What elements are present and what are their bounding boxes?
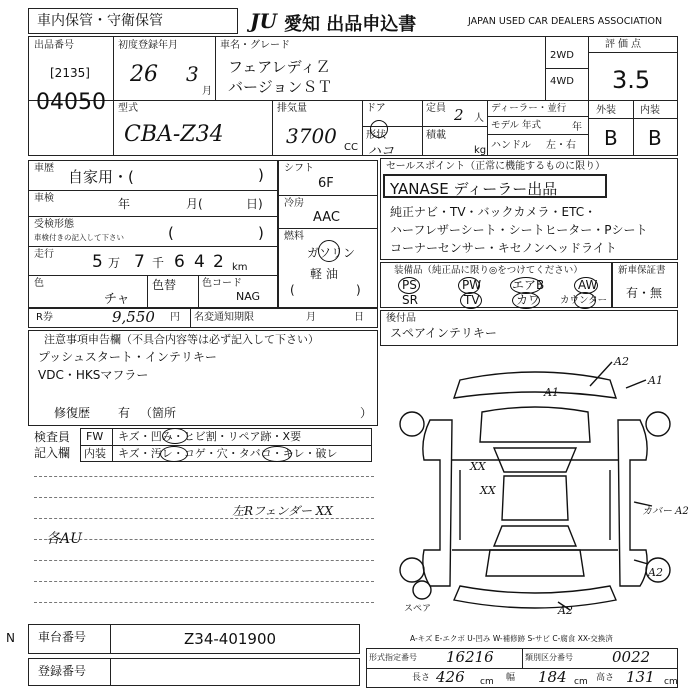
color-change-label: 色替: [152, 278, 177, 292]
shift-label: シフト: [284, 163, 314, 174]
inspection-month-unit: 月(: [186, 197, 203, 211]
mileage-u2: 千: [152, 256, 165, 270]
capacity-value: 2: [454, 106, 464, 124]
diagram-left-side: [423, 420, 452, 586]
color-value: チャ: [104, 292, 130, 307]
equipment-ps-circle: [398, 277, 420, 294]
diagram-mark-7: A2: [648, 566, 663, 579]
score-label: 評価点: [605, 39, 644, 50]
capacity-unit: 人: [474, 113, 484, 124]
notes-line-1: プッシュスタート・インテリキー: [38, 350, 217, 364]
mileage-d1: 5: [92, 252, 103, 272]
inspector-label-2: 記入欄: [34, 446, 71, 460]
mileage-d3: 6: [174, 252, 185, 272]
equipment-tv: TV: [464, 293, 480, 307]
exterior-label: 外装: [596, 105, 616, 116]
inspector-fw-label: FW: [86, 430, 104, 443]
color-code-label: 色コード: [202, 278, 242, 289]
diagram-mark-8: A2: [558, 604, 573, 617]
load-unit: kg: [474, 145, 487, 156]
handle-label: ハンドル: [491, 140, 531, 151]
mileage-d5: 2: [213, 252, 224, 272]
sales-point-1: YANASE ディーラー出品: [390, 180, 558, 198]
reg-number-label: 登録番号: [38, 664, 87, 678]
class-number-label: 類別区分番号: [525, 653, 573, 662]
accept-paren-close: ): [258, 224, 264, 242]
length-value: 426: [436, 668, 465, 686]
width-label: 幅: [506, 673, 516, 683]
inspection-label: 車検: [34, 193, 54, 204]
equipment-ps: PS: [402, 278, 417, 292]
tax-label: 名変通知期限: [194, 312, 254, 323]
equipment-label: 装備品（純正品に限り◎をつけてください）: [394, 265, 583, 276]
width-value: 184: [538, 668, 567, 686]
diagram-trunk: [486, 550, 584, 576]
door-label: ドア: [366, 103, 386, 114]
ju-logo: [250, 10, 277, 32]
fuel-gasoline-circle: [318, 240, 340, 262]
history-value: 自家用・(: [68, 168, 134, 186]
drive-4wd: 4WD: [550, 76, 574, 87]
recycle-value: 9,550: [112, 308, 155, 326]
capacity-label: 定員: [426, 103, 446, 114]
warranty-value: 有・無: [626, 286, 663, 300]
length-unit: cm: [480, 677, 494, 687]
storage-stamp-text: 車内保管・守衛保管: [37, 13, 163, 29]
equipment-pw: PW: [462, 278, 482, 292]
dealer-label: ディーラー・並行: [491, 103, 567, 114]
mileage-label: 走行: [34, 249, 54, 260]
class-number-value: 0022: [612, 648, 651, 666]
tax-day-unit: 日: [354, 312, 364, 323]
diagram-mark-4: XX: [470, 460, 486, 473]
model-year-label: モデル 年式: [491, 120, 542, 131]
door-shape-label: 形状: [366, 130, 386, 141]
model-label: 型式: [118, 103, 138, 114]
displacement-value: 3700: [286, 124, 337, 148]
diagram-rear-bumper: [454, 586, 616, 608]
lot-number: 04050: [36, 90, 106, 115]
fuel-label: 燃料: [284, 231, 304, 242]
shift-value: 6F: [318, 176, 334, 191]
car-diagram: [390, 350, 680, 630]
lot-label: 出品番号: [34, 40, 74, 51]
form-title: 愛知 出品申込書: [284, 14, 417, 35]
registration-month: 3: [186, 62, 199, 86]
inspector-in-items: キズ・汚レ・コゲ・穴・タバコ・キレ・破レ: [118, 447, 338, 460]
aftermarket-value: スペアインテリキー: [390, 326, 497, 340]
inspector-stain-circle: [160, 446, 188, 462]
diagram-mark-6: カバー A2: [642, 506, 689, 517]
width-unit: cm: [574, 677, 588, 687]
height-label: 高さ: [596, 673, 615, 683]
length-label: 長さ: [412, 673, 431, 683]
name-grade-label: 車名・グレード: [220, 40, 290, 51]
displacement-unit: CC: [344, 142, 358, 153]
margin-mark: N: [6, 631, 15, 645]
model-number-label: 形式指定番号: [369, 653, 417, 662]
damage-legend: A-キズ E-エクボ U-凹み W-補修跡 S-サビ C-腐食 XX-交換済: [410, 634, 613, 643]
repair-label: 修復歴: [54, 406, 91, 420]
accept-label: 受検形態: [34, 219, 74, 230]
warranty-label: 新車保証書: [618, 265, 666, 276]
repair-value: 有: [118, 406, 131, 420]
diagram-roof: [502, 476, 568, 520]
mileage-unit: km: [232, 262, 248, 273]
fuel-paren-close: ): [356, 283, 361, 297]
recycle-unit: 円: [170, 312, 180, 323]
fuel-diesel: 軽 油: [310, 267, 338, 281]
color-label: 色: [34, 278, 44, 289]
sales-point-2: 純正ナビ・TV・バックカメラ・ETC・: [390, 205, 597, 219]
model-year-unit: 年: [572, 122, 582, 133]
interior-value: B: [648, 126, 662, 150]
repair-close: ）: [360, 406, 373, 420]
handle-options: 左・右: [546, 140, 576, 151]
car-grade: バージョンＳＴ: [228, 78, 333, 96]
ju-logo-text: JU: [250, 9, 277, 33]
inspector-label-1: 検査員: [34, 430, 71, 444]
diagram-mark-2: A1: [544, 386, 559, 399]
history-label: 車歴: [34, 163, 54, 174]
diagram-wheel-fl: [400, 412, 424, 436]
color-code-value: NAG: [236, 290, 261, 303]
accept-note: 車検付きの記入して下さい: [34, 233, 124, 242]
height-value: 131: [626, 668, 655, 686]
notes-line-2: VDC・HKSマフラー: [38, 368, 149, 382]
equipment-sr: SR: [402, 293, 418, 307]
interior-label: 内装: [640, 105, 660, 116]
sales-points-label: セールスポイント（正常に機能するものに限り）: [386, 161, 606, 172]
tax-month-unit: 月: [306, 312, 316, 323]
aftermarket-label: 後付品: [386, 313, 416, 324]
registration-month-suffix: 月: [202, 86, 212, 97]
ac-value: AAC: [313, 210, 340, 225]
equipment-aw: AW: [578, 278, 598, 292]
sales-point-3: ハーフレザーシート・シートヒーター・Pシート: [390, 223, 648, 237]
chassis-value: Z34-401900: [184, 630, 277, 648]
storage-stamp: [28, 8, 238, 34]
inspector-smoke-circle: [262, 446, 292, 462]
registration-label: 初度登録年月: [118, 40, 178, 51]
note-all-au: 各AU: [46, 531, 82, 547]
mileage-u1: 万: [108, 256, 121, 270]
diagram-hood: [480, 407, 590, 442]
equipment-airbag: エアB: [512, 278, 545, 292]
model-number-value: 16216: [446, 648, 494, 666]
sales-point-4: コーナーセンサー・キセノンヘッドライト: [390, 241, 617, 255]
door-shape-value: ハコ: [368, 144, 395, 159]
fuel-paren-open: (: [290, 283, 295, 297]
diagram-wheel-fr: [646, 412, 670, 436]
diagram-spare-tire: [413, 581, 431, 599]
equipment-leather-circle: [512, 292, 540, 309]
notes-label: 注意事項申告欄（不具合内容等は必ず記入して下さい）: [44, 333, 319, 346]
diagram-spare-label: スペア: [404, 604, 432, 614]
form-subtitle: JAPAN USED CAR DEALERS ASSOCIATION: [468, 16, 663, 27]
recycle-label: R券: [36, 312, 53, 323]
inspection-year-unit: 年: [118, 197, 131, 211]
inspector-dent-circle: [162, 428, 188, 444]
exterior-value: B: [604, 126, 618, 150]
diagram-rear-window: [494, 526, 576, 546]
equipment-leather: カワ: [516, 293, 541, 307]
ac-label: 冷房: [284, 198, 304, 209]
equipment-counter-circle: [574, 292, 596, 309]
accept-paren-open: (: [168, 224, 174, 242]
mileage-d4: 4: [194, 252, 205, 272]
repair-suffix: （箇所: [140, 406, 177, 420]
displacement-label: 排気量: [277, 103, 307, 114]
equipment-counter: カウンター: [560, 295, 608, 306]
model-value: CBA-Z34: [124, 122, 224, 147]
inspection-close: 日): [246, 197, 263, 211]
chassis-label: 車台番号: [38, 630, 87, 644]
load-label: 積載: [426, 130, 446, 141]
lot-sub-number: [2135]: [50, 66, 90, 80]
car-name: フェアレディＺ: [228, 58, 331, 76]
diagram-mark-5: XX: [480, 484, 496, 497]
history-close: ): [258, 166, 264, 184]
registration-year: 26: [130, 62, 158, 87]
inspector-in-label: 内装: [84, 447, 106, 460]
score-value: 3.5: [612, 66, 651, 94]
diagram-mark-3: A1: [648, 374, 663, 387]
fuel-gasoline: ガソリン: [307, 246, 356, 260]
note-fender: 左Rフェンダー XX: [232, 504, 333, 518]
equipment-tv-circle: [460, 292, 482, 309]
drive-2wd: 2WD: [550, 50, 574, 61]
height-unit: cm: [664, 677, 678, 687]
diagram-mark-1: A2: [614, 355, 629, 368]
inspector-fw-items: キズ・凹み・ヒビ割・リペア跡・X要: [118, 430, 302, 443]
diagram-wheel-rl: [400, 558, 424, 582]
mileage-d2: 7: [134, 252, 145, 272]
